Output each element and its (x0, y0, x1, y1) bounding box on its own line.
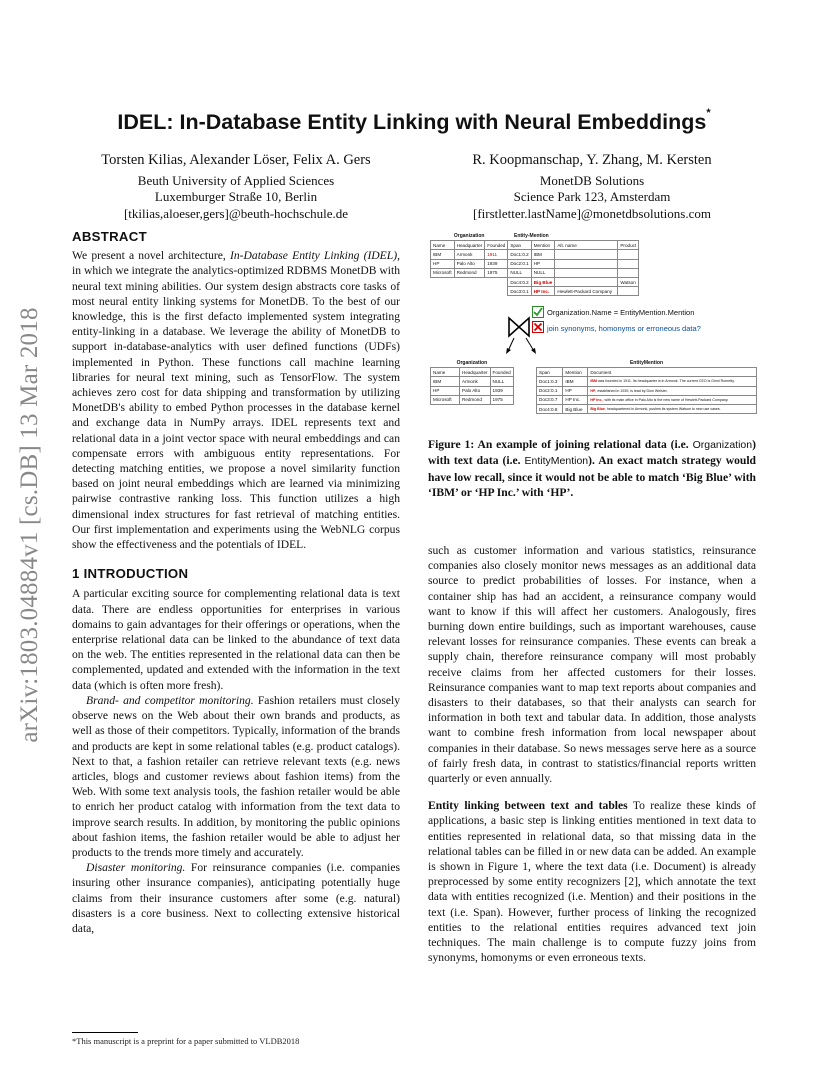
figure-top-table (430, 232, 639, 296)
title-text: IDEL: In-Database Entity Linking with Neural Embeddings (117, 110, 707, 134)
table-row: IBM Armonk NULL (431, 377, 514, 386)
arxiv-id: arXiv:1803.04884v1 [cs.DB] 13 Mar 2018 (16, 307, 43, 743)
cross-icon (532, 321, 544, 333)
table-row: Microsoft Redmond 1975 NULL NULL (431, 268, 639, 277)
table-caption: Entity-Mention (513, 233, 549, 240)
authors-left (72, 152, 400, 222)
body-paragraph: Entity linking between text and tables To realize these kinds of applications, a basic step is linking entities mentioned in text data to entities represented in relational data, so that missing data in the relational tables can be filled in or new data can be added. An example is shown in Figure 1, where the text data (i.e. Document) is already preprocessed by some entity recognizers [2], which annotate the text data with entities recognized (i.e. Mention) and their positions in the text (i.e. Span). However, further process of linking the recognized entities to the relational entities requires advanced text join techniques. The main challenge is to compute fuzzy joins from synonyms, homonyms or even erroneous texts. (428, 799, 756, 965)
intro-paragraph: Brand- and competitor monitoring. Fashion retailers must closely observe news on the Web about their own brands and products, as well as those of their competitors. Typically, information of the brands and products are kept in some relational tables (e.g. product catalogs). Next to that, a fashion retailer can retrieve relevant texts (e.g. news articles, blogs and customer reviews about fashion items) from the Web. With some text analysis tools, the fashion retailer would be able to enrich her product catalog with information from the text data to improve search results. In addition, by monitoring the public opinions about fashion items, the fashion retailer would be able to adjust her products to the trends more timely and accurately. (72, 693, 400, 859)
table-row: Doc4:0.2 Big Blue Watson (431, 277, 639, 286)
abstract-heading: ABSTRACT (72, 229, 147, 244)
authors-right (428, 152, 756, 222)
left-column (72, 229, 400, 936)
table-header-row: Span Mention Document (537, 368, 757, 377)
table-row: Microsoft Redmond 1975 (431, 395, 514, 404)
table-row: Doc3:0.1 HP Inc. Hewlett-Packard Company (431, 287, 639, 296)
figure-entitymention-table (536, 359, 757, 414)
table-header-row: Name Headquarter Founded (431, 368, 514, 377)
author-names: R. Koopmanschap, Y. Zhang, M. Kersten (472, 152, 712, 168)
figure-caption: Figure 1: An example of joining relational data (i.e. Organization) with text data (i.e. EntityMention). An exact match strategy would have low recall, since it would not be able to match ‘Big Blue’ with ‘IBM’ or ‘HP Inc.’ with ‘HP’. (428, 438, 756, 499)
fuzzy-join-question: join synonyms, homonyms or erroneous data? (547, 324, 701, 333)
checkmark-icon (532, 306, 544, 318)
title-footnote-mark: * (706, 107, 711, 119)
author-email: [firstletter.lastName]@monetdbsolutions.com (473, 205, 711, 221)
table-row: Doc4:0.8 Big Blue Big Blue, headquartered in Armonk, pushes its system Watson to new use cases. (537, 404, 757, 413)
right-column (428, 543, 756, 965)
author-affiliation: Beuth University of Applied Sciences (137, 172, 335, 188)
author-affiliation: MonetDB Solutions (539, 172, 645, 188)
figure-1 (428, 230, 758, 430)
table-row: IBM Armonk 1911 Doc1:0.2 IBM (431, 250, 639, 259)
author-email: [tkilias,aloeser,gers]@beuth-hochschule.de (123, 205, 349, 221)
footnote: *This manuscript is a preprint for a paper submitted to VLDB2018 (72, 1036, 300, 1046)
author-address: Science Park 123, Amsterdam (513, 189, 671, 204)
table-caption: Organization (453, 233, 485, 240)
table-row: HP Palo Alto 1939 (431, 386, 514, 395)
footnote-rule (72, 1032, 138, 1033)
table-header-row: Name Headquarter Founded Span Mention Alt. name Product (431, 241, 639, 250)
intro-paragraph: Disaster monitoring. For reinsurance companies (i.e. companies insuring other insurance companies), anticipating potentially huge claims from their insurance customers after some (e.g. natural) disasters is a core business. Next to collecting extensive historical data, (72, 861, 401, 935)
table-row: HP Palo Alto 1939 Doc2:0.1 HP (431, 259, 639, 268)
table-row: Doc3:0.7 HP Inc. HP Inc., with its main office in Palo Alto is the new name of Hewlett-Packard Company. (537, 395, 757, 404)
intro-heading: 1 INTRODUCTION (72, 566, 189, 582)
table-row: Doc2:0.1 HP HP, established in 1939, is lead by Dion Weisler. (537, 386, 757, 395)
join-condition-label: Organization.Name = EntityMention.Mention (547, 308, 695, 317)
arxiv-sidebar (10, 290, 50, 760)
author-address: Luxemburger Straße 10, Berlin (154, 189, 318, 204)
body-paragraph: such as customer information and various statistics, reinsurance companies also closely monitor news messages as an additional data source to predict probabilities of losses. For instance, when a container ship has had an accident, a reinsurance company would want to know if this will affect her customers. Analogously, fires burning down entire buildings, such as important warehouses, cause relevant losses for reinsurance companies. These events can break a supply chain, therefore reinsurance company will most probably receive claims from her affected customers for their losses. Reinsurance companies want to map text reports about companies and disasters to their databases, so that their analysts can search for information in both text and tabular data. In addition, those analysts want to combine fresh information from local newspaper about companies in their database. So news messages serve here as a source of fairly fresh data, in contrast to statistics/financial reports written quarterly or even annually. (428, 544, 756, 786)
intro-paragraph: A particular exciting source for complementing relational data is text data. There are endless opportunities for enterprises in various domains to gain advantages for their offerings or operations, when the enterprise relational data can be linked to the abundance of text data on the web. The entities represented in the relational data can then be complemented, updated and extended with the information in the text data (which is often more fresh). (72, 587, 400, 692)
table-caption: EntityMention (629, 360, 664, 367)
table-caption: Organization (456, 360, 488, 367)
figure-organization-table (430, 359, 514, 405)
paper-title (72, 107, 756, 135)
abstract-text: We present a novel architecture, In-Database Entity Linking (IDEL), in which we integrate the analytics-optimized RDBMS MonetDB with neural text mining abilities. Our system design abstracts core tasks of most neural entity linking systems for MonetDB. To the best of our knowledge, this is the first defacto implemented system integrating entity-linking in a database. We leverage the ability of MonetDB to support in-database-analytics with user defined functions (UDFs) implemented in Python. These functions call machine learning libraries for neural text mining, such as TensorFlow. The system achieves zero cost for data shipping and transformation by utilizing MonetDB's ability to embed Python processes in the database kernel and exchange data in NumPy arrays. IDEL represents text and relational data in a joint vector space with neural embeddings and can compensate errors with ambiguous entity representations. For detecting matching entities, we propose a novel similarity function based on joint neural embeddings which are learned via minimizing pairwise contrastive ranking loss. This function utilizes a high dimensional index structures for fast retrieval of matching entities. Our first implementation and experiments using the WebNLG corpus show the effectiveness and the potentials of IDEL. (72, 249, 400, 552)
table-row: Doc1:0.3 IBM IBM was founded in 1911. Its headquarter is in Armonk. The current CEO is Ginni Rometty. (537, 377, 757, 386)
author-names: Torsten Kilias, Alexander Löser, Felix A. Gers (101, 152, 371, 168)
